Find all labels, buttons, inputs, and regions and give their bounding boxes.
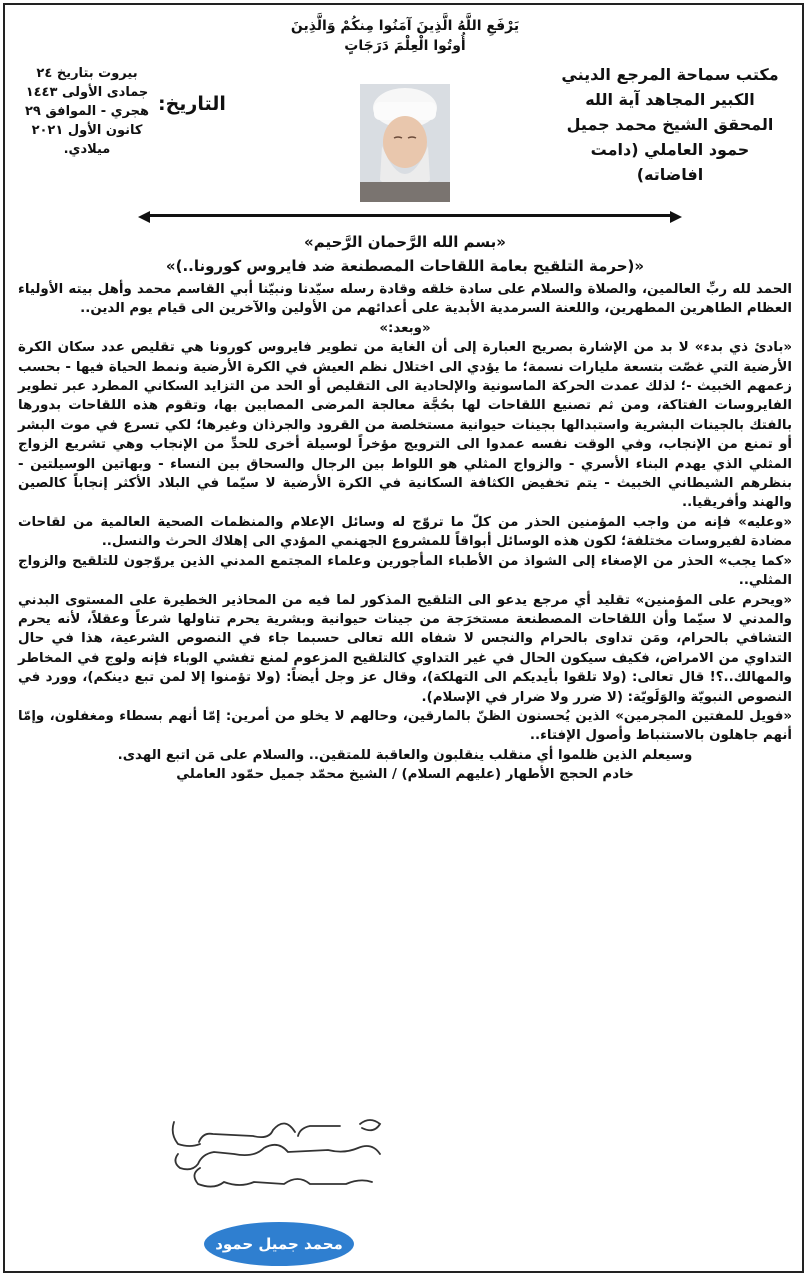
signature-line: خادم الحجج الأطهار (عليهم السلام) / الشيخ محمّد جميل حمّود العاملي xyxy=(176,767,634,783)
verse-line: أُوتُوا الْعِلْمَ دَرَجَاتٍ xyxy=(344,38,466,54)
office-line: الكبير المجاهد آية الله xyxy=(585,90,755,109)
paragraph-text: لا بد من الإشارة بصريح العبارة إلى أن الغاية من تطوير فايروس كورونا هي تقليص عدد سكان الكرة الأرضية التي غصّت بتسعة مليارات نسمة؛ ما يؤدي الى اختلال نظم العيش في الكرة الأرضية ونمط الحياة فيها - بحسب زعمهم الخبيث -؛ لذلك عمدت الحركة الماسونية والإلحادية الى التقليص أو الحد من التزايد السكاني المطرد عبر تطوير الفايروسات الفتاكة، ومن ثم تصنيع اللقاحات لها بحُجَّة معالجة المرضى المصابين بها، وتقوم هذه اللقاحات بدورها بالفتك بالجينات البشرية واستبدالها بجينات حيوانية مستخلصة من القرود والجرذان وغيرها؛ لكي تسرع في موت البشر أو تمنع من الإنجاب، وفي الوقت نفسه عمدوا الى الترويج مؤخراً لوسيلة أخرى للحدِّ من الإنجاب وهي تشريع الزواج المثلي الذي يهدم البناء الأسري - والزواج المثلي هو اللواط بين الرجال والسحاق بين النساء - وبهاتين الوسيلتين - بنظرهم الشيطاني الخبيث - يتم تخفيض الكثافة السكانية في الكرة الأرضية لا سيّما في البلاد الأكثر إنجاباً كالصين والهند وأفريقيا.. xyxy=(18,340,792,511)
office-line: افاضاته) xyxy=(636,165,704,184)
paragraph-2 xyxy=(18,513,792,552)
office-line: مكتب سماحة المرجع الديني xyxy=(561,65,779,84)
date-line: ميلادي. xyxy=(63,142,111,157)
date-label: التاريخ: xyxy=(158,93,226,115)
paragraph-3 xyxy=(18,552,792,591)
paragraph-lead: «فويل للمفتين المجرمين» xyxy=(615,708,792,724)
paragraph-lead: «ويحرم على المؤمنين» xyxy=(635,592,792,608)
verse-line: يَرْفَعِ اللَّهُ الَّذِينَ آمَنُوا مِنكُمْ وَالَّذِينَ xyxy=(290,18,520,34)
office-line: حمود العاملي (دامت xyxy=(590,140,750,159)
cleric-portrait xyxy=(360,84,450,202)
stamp-text: محمد جميل حمود xyxy=(215,1235,343,1253)
quran-verse xyxy=(260,16,550,56)
date-line: هجري - الموافق ٢٩ xyxy=(24,104,150,119)
date-line: جمادى الأولى ١٤٤٣ xyxy=(25,85,149,100)
paragraph-text: تقليد أي مرجع يدعو الى التلقيح المذكور لما فيه من المحاذير الخطيرة على المستوى البدني والمدني لا سيّما وأن اللقاحات المصطنعة مستخرَجة من جينات حيوانية وبشرية يحرم تناولها شرعاً وعقلاً، لأنه يحرم التشافي بالحرام، ومَن تداوى بالحرام والنجس لا شفاه الله تعالى حسبما جاء في النصوص الشرعية، هذا في حال التداوي من الامراض، فكيف سيكون الحال في غير التداوي كالتلقيح المزعوم لمنع تفشي الوباء فإنه ولوج في المخاطر والمهالك..؟! قال تعالى: (ولا تلقوا بأيديكم الى التهلكة)، وقال عز وجل أيضاً: (ولا تؤمنوا إلا لمن تبع دينكم)، وورد في النصوص النبويّة والوَلَويّة: (لا ضرر ولا ضرار في الإسلام). xyxy=(18,592,792,705)
date-line: بيروت بتاريخ ٢٤ xyxy=(36,66,138,81)
basmala: «بسم الله الرَّحمان الرَّحيم» xyxy=(304,233,506,251)
official-stamp xyxy=(204,1222,354,1266)
paragraph-text: الذين يُحسنون الظنّ بالمارقين، وحالهم لا يخلو من أمرين: إمّا أنهم بسطاء ومغفلون، وإمّا أنهم جاهلون بالاستنباط وأصول الإفتاء.. xyxy=(18,708,792,744)
office-line: المحقق الشيخ محمد جميل xyxy=(566,115,774,134)
date-block xyxy=(22,64,152,159)
paragraph-5 xyxy=(18,707,792,746)
header-divider xyxy=(150,214,670,217)
document-title: «(حرمة التلقيح بعامة اللقاحات المصطنعة ضد فايروس كورونا..)» xyxy=(165,257,645,275)
paragraph-lead: «بادئ ذي بدء» xyxy=(694,340,793,356)
office-title xyxy=(545,62,795,187)
paragraph-lead: «وعليه» xyxy=(738,514,792,530)
paragraph-1 xyxy=(18,338,792,513)
paragraph-text: فإنه من واجب المؤمنين الحذر من كلّ ما تروّج له وسائل الإعلام والمنظمات الصحية العالمية من لقاحات مضادة لفيروسات مختلفة؛ لكون هذه الوسائل أبواقاً للمشروع الجهنمي المؤدي الى إهلاك الحرث والنسل.. xyxy=(18,514,792,550)
closing-line: وسيعلم الذين ظلموا أي منقلب ينقلبون والعاقبة للمتقين.. والسلام على مَن اتبع الهدى. xyxy=(117,747,693,763)
paragraph-text: الحذر من الإصغاء إلى الشواذ من الأطباء المأجورين وعلماء المجتمع المدني الذين يروّجون للتلقيح والزواج المثلي.. xyxy=(18,553,792,589)
paragraph-lead: «كما يجب» xyxy=(718,553,792,569)
praise-paragraph: الحمد لله ربِّ العالمين، والصلاة والسلام على سادة خلقه وقادة رسله سيّدنا ونبيّنا أبي القاسم محمد وأهل بيته الأولياء العظام الطاهرين المطهرين، واللعنة السرمدية الأبدية على أعدائهم من الأولين والآخرين الى قيام يوم الدين.. xyxy=(18,282,792,317)
document-body xyxy=(18,280,792,785)
wabad-heading: «وبعد:» xyxy=(379,320,431,336)
date-line: كانون الأول ٢٠٢١ xyxy=(31,123,143,138)
paragraph-4 xyxy=(18,591,792,707)
